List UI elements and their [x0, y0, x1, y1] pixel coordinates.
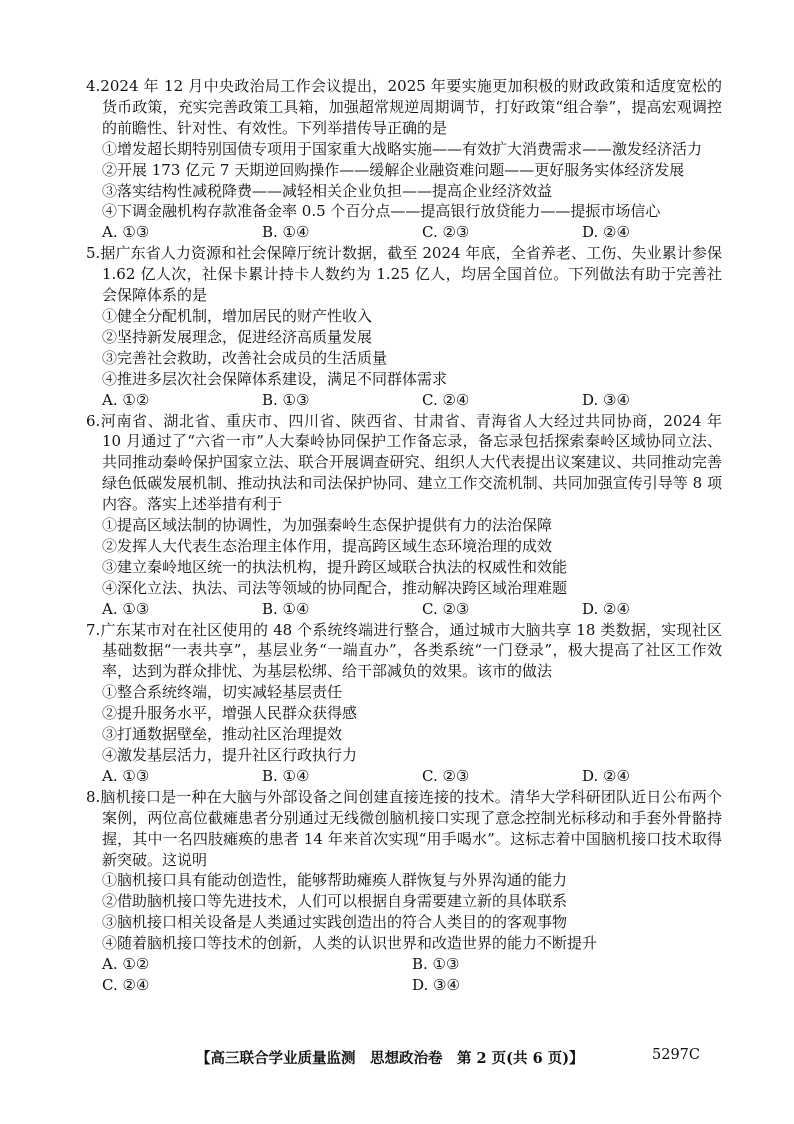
answer-d: D. ②④: [582, 766, 630, 785]
option-2: ②发挥人大代表生态治理主体作用，提高跨区域生态环境治理的成效: [102, 536, 553, 555]
answer-b: B. ①③: [412, 955, 460, 974]
question-7: [86, 620, 722, 787]
answer-choices-row-2: [86, 975, 722, 996]
question-5: [86, 243, 722, 410]
option-3: ③建立秦岭地区统一的执法机构，提升跨区域联合执法的权威性和效能: [102, 557, 568, 576]
option-1: ①整合系统终端，切实减轻基层责任: [102, 683, 343, 702]
option-2: ②提升服务水平，增强人民群众获得感: [102, 704, 358, 723]
answer-choices: [86, 766, 722, 787]
answer-d: D. ②④: [582, 599, 630, 618]
question-8: [86, 787, 722, 996]
option-2: ②坚持新发展理念，促进经济高质量发展: [102, 327, 373, 346]
answer-c: C. ②③: [422, 223, 470, 242]
question-stem: 7.广东某市对在社区使用的 48 个系统终端进行整合，通过城市大脑共享 18 类数据，实现社区基础数据“一表共享”，基层业务“一端直办”，各类系统“一门登录”，极大提高了社区工作效率，达到为群众排忧、为基层松绑、给干部减负的效果。该市的做法: [86, 620, 722, 681]
question-stem: 6.河南省、湖北省、重庆市、四川省、陕西省、甘肃省、青海省人大经过共同协商，2024 年 10 月通过了“六省一市”人大秦岭协同保护工作备忘录，备忘录包括探索秦岭区域协同立法、共同推动秦岭保护国家立法、联合开展调查研究、组织人大代表提出议案建议、共同推动完善绿色低碳发展机制、推动执法和司法保护协同、建立工作交流机制、共同加强宣传引导等 8 项内容。落实上述举措有利于: [86, 411, 722, 514]
question-stem: 4.2024 年 12 月中央政治局工作会议提出，2025 年要实施更加积极的财政政策和适度宽松的货币政策，充实完善政策工具箱，加强超常规逆周期调节，打好政策“组合拳”，提高宏观调控的前瞻性、针对性、有效性。下列举措传导正确的是: [86, 77, 722, 137]
question-4: [86, 76, 722, 243]
question-stem: 5.据广东省人力资源和社会保障厅统计数据，截至 2024 年底，全省养老、工伤、失业累计参保 1.62 亿人次，社保卡累计持卡人数约为 1.25 亿人，均居全国首位。下列做法有助于完善社会保障体系的是: [86, 244, 722, 305]
option-4: ④下调金融机构存款准备金率 0.5 个百分点——提高银行放贷能力——提振市场信心: [102, 202, 661, 221]
answer-choices: [86, 599, 722, 620]
answer-b: B. ①③: [262, 390, 310, 409]
footer-title: 【高三联合学业质量监测 思想政治卷 第 2 页(共 6 页)】: [196, 1050, 584, 1067]
answer-c: C. ②③: [422, 599, 470, 618]
page-footer: [0, 1047, 794, 1069]
questions: [86, 76, 722, 996]
answer-d: D. ②④: [582, 223, 630, 242]
answer-c: C. ②③: [422, 766, 470, 785]
answer-choices-row-1: [86, 954, 722, 975]
answer-a: A. ①③: [102, 599, 150, 618]
option-3: ③脑机接口相关设备是人类通过实践创造出的符合人类目的的客观事物: [102, 913, 568, 932]
option-4: ④推进多层次社会保障体系建设，满足不同群体需求: [102, 369, 448, 388]
option-3: ③完善社会救助，改善社会成员的生活质量: [102, 348, 388, 367]
option-1: ①健全分配机制，增加居民的财产性收入: [102, 306, 373, 325]
answer-b: B. ①④: [262, 766, 310, 785]
answer-c: C. ②④: [102, 975, 150, 994]
option-4: ④激发基层活力，提升社区行政执行力: [102, 746, 358, 764]
option-3: ③落实结构性减税降费——减轻相关企业负担——提高企业经济效益: [102, 181, 553, 200]
answer-a: A. ①②: [102, 390, 150, 409]
answer-a: A. ①②: [102, 955, 150, 974]
option-1: ①提高区域法制的协调性，为加强秦岭生态保护提供有力的法治保障: [102, 516, 553, 535]
question-stem: 8.脑机接口是一种在大脑与外部设备之间创建直接连接的技术。清华大学科研团队近日公布两个案例，两位高位截瘫患者分别通过无线微创脑机接口实现了意念控制光标移动和手套外骨骼持握，其中一名四肢瘫痪的患者 14 年来首次实现“用手喝水”。这标志着中国脑机接口技术取得新突破。这说明: [86, 787, 722, 869]
option-1: ①增发超长期特别国债专项用于国家重大战略实施——有效扩大消费需求——激发经济活力: [102, 139, 703, 158]
question-6: [86, 411, 722, 620]
answer-c: C. ②④: [422, 390, 470, 409]
answer-choices: [86, 222, 722, 243]
option-3: ③打通数据壁垒，推动社区治理提效: [102, 725, 343, 744]
answer-a: A. ①③: [102, 223, 150, 242]
option-4: ④深化立法、执法、司法等领域的协同配合，推动解决跨区域治理难题: [102, 578, 568, 597]
answer-choices: [86, 390, 722, 411]
answer-d: D. ③④: [412, 975, 460, 994]
option-2: ②借助脑机接口等先进技术，人们可以根据自身需要建立新的具体联系: [102, 892, 568, 911]
option-4: ④随着脑机接口等技术的创新，人类的认识世界和改造世界的能力不断提升: [102, 934, 598, 953]
answer-b: B. ①④: [262, 223, 310, 242]
option-1: ①脑机接口具有能动创造性，能够帮助瘫痪人群恢复与外界沟通的能力: [102, 871, 568, 890]
answer-a: A. ①③: [102, 766, 150, 785]
paper-code: 5297C: [652, 1047, 700, 1063]
option-2: ②开展 173 亿元 7 天期逆回购操作——缓解企业融资难问题——更好服务实体经济发展: [102, 160, 685, 179]
answer-b: B. ①④: [262, 599, 310, 618]
answer-d: D. ③④: [582, 390, 630, 409]
